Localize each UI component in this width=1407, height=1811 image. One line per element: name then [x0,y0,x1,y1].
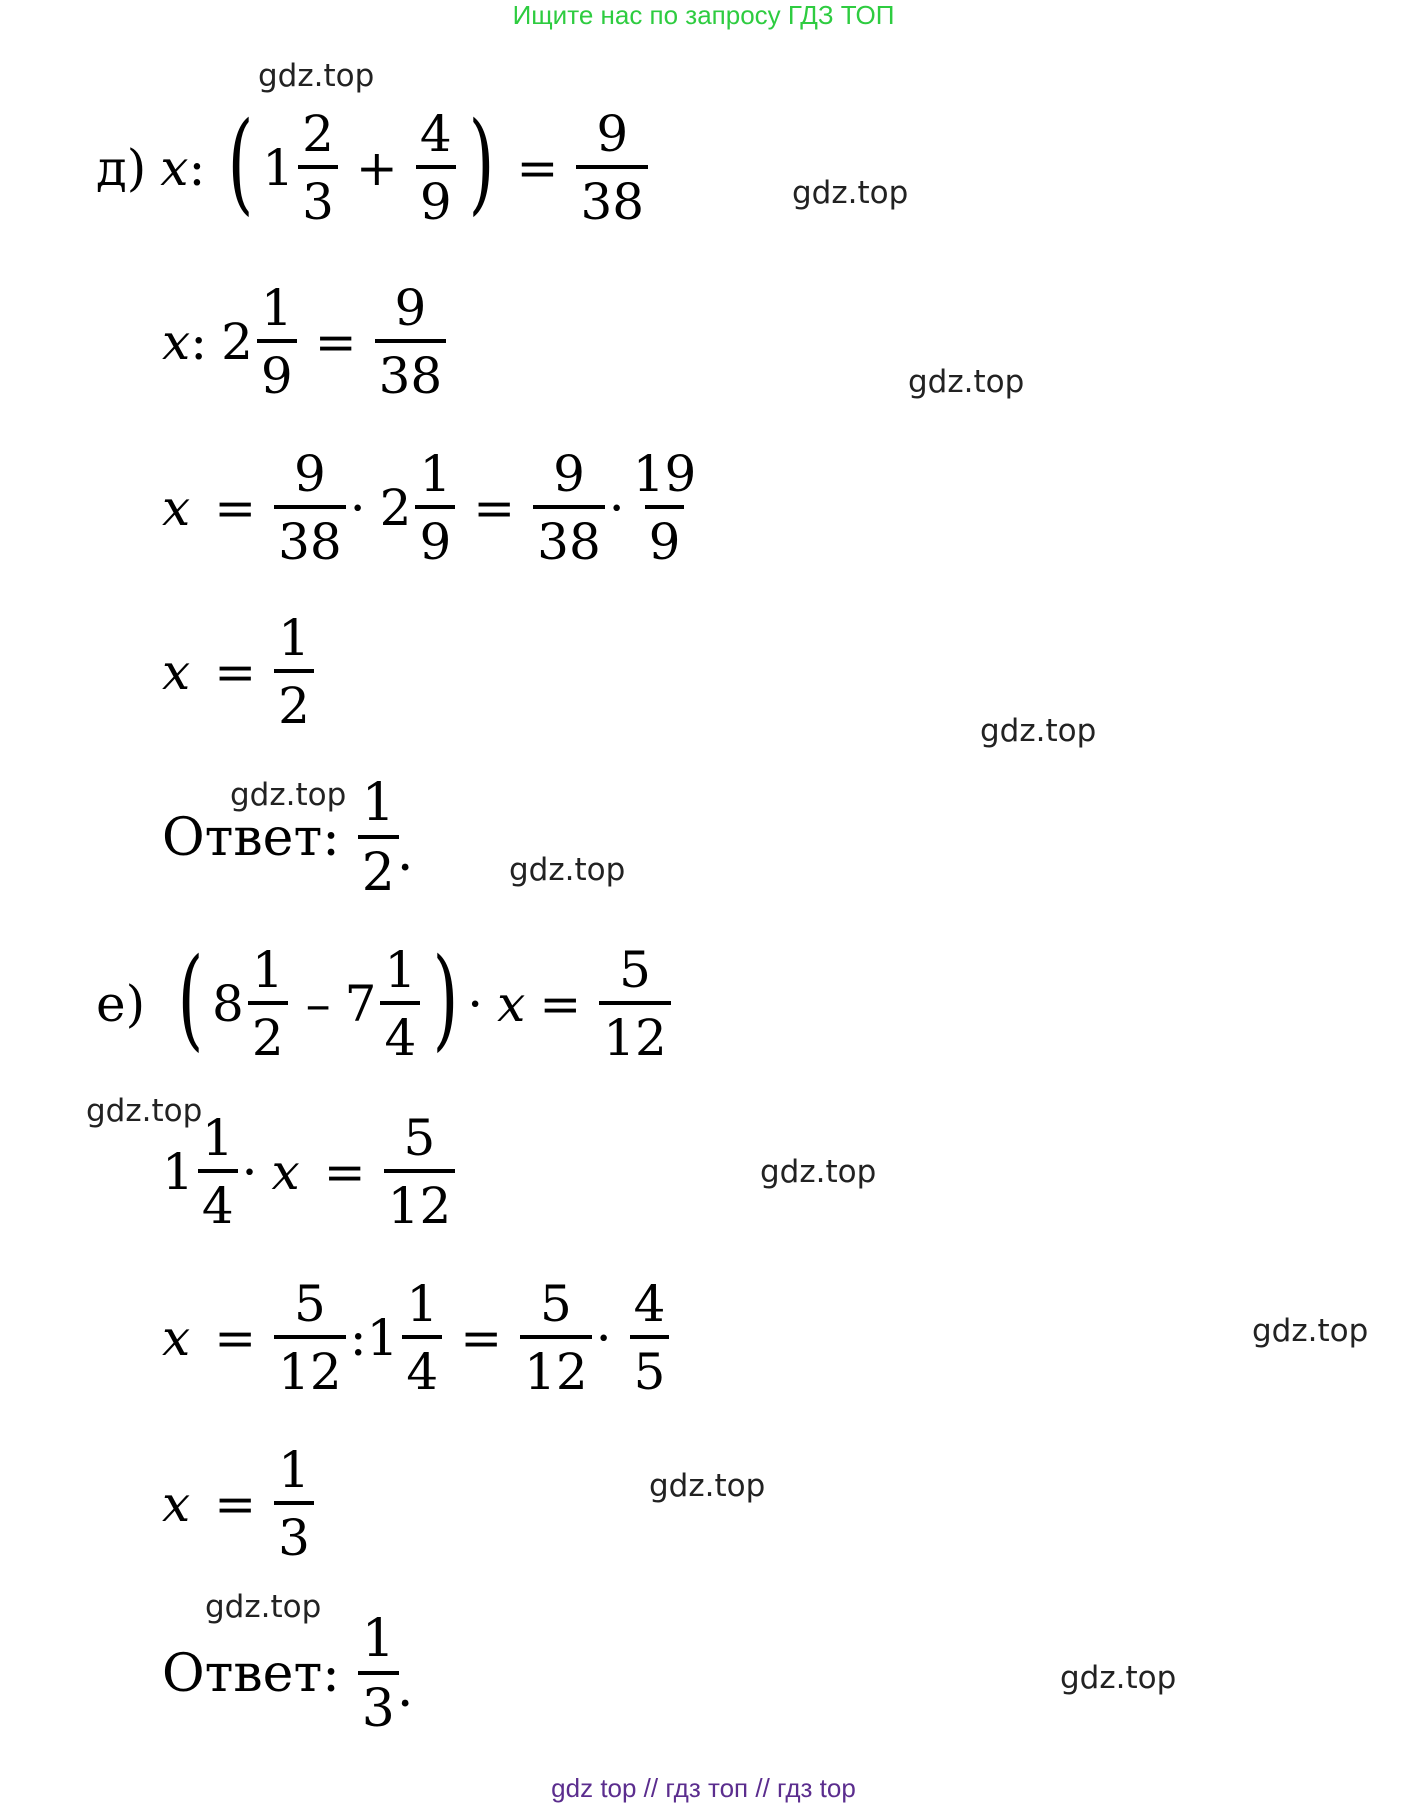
fraction: $\frac{19}{9}$ [632,445,697,571]
watermark: gdz.top [1060,1660,1177,1696]
watermark: gdz.top [792,175,909,211]
fraction: $\frac{9}{38}$ [375,283,447,401]
watermark: gdz.top [760,1154,877,1190]
problem-label: д) [96,139,147,197]
fraction: $\frac{1}{4}$ [380,945,420,1063]
fraction: $\frac{5}{12}$ [599,945,671,1063]
bottom-banner: gdz top // гдз топ // гдз top [551,1773,856,1803]
watermark: gdz.top [230,777,347,813]
watermark: gdz.top [258,58,375,94]
fraction: $\frac{1}{4}$ [402,1279,442,1397]
problem-label: е) [96,975,146,1033]
fraction: $\frac{1}{2}$ [248,945,288,1063]
fraction: $\frac{5}{12}$ [274,1279,346,1397]
fraction: $\frac{4}{5}$ [630,1279,670,1397]
fraction: $\frac{9}{38}$ [533,449,605,567]
answer-label: Ответ: [162,1644,340,1704]
problem-e-line-1: е) ( 8 $\frac{1}{2}$ – 7 $\frac{1}{4}$ ) · x = $\frac{5}{12}$ [96,934,675,1074]
watermark: gdz.top [205,1589,322,1625]
watermark: gdz.top [1252,1313,1369,1349]
problem-d-line-1: д) x : ( 1 $\frac{2}{3}$ + $\frac{4}{9}$ ) = $\frac{9}{38}$ [96,98,652,238]
problem-d-line-4: x = $\frac{1}{2}$ [162,602,318,742]
watermark: gdz.top [509,852,626,888]
problem-e-line-4: x = $\frac{1}{3}$ [162,1434,318,1574]
fraction: $\frac{5}{12}$ [384,1113,456,1231]
fraction: $\frac{2}{3}$ [298,109,338,227]
problem-e-line-2: 1 $\frac{1}{4}$ · x = $\frac{5}{12}$ [162,1102,459,1242]
top-banner: Ищите нас по запросу ГДЗ ТОП [512,0,895,30]
fraction: $\frac{5}{12}$ [520,1279,592,1397]
watermark: gdz.top [908,364,1025,400]
fraction: $\frac{1}{3}$ [358,1613,399,1735]
problem-d-answer: Ответ: $\frac{1}{2}$ . [162,773,414,903]
fraction: $\frac{1}{9}$ [257,283,297,401]
problem-e-line-3: x = $\frac{5}{12}$ : 1 $\frac{1}{4}$ = $\frac{5}{12}$ · $\frac{4}{5}$ [162,1268,673,1408]
answer-label: Ответ: [162,808,340,868]
fraction: $\frac{1}{4}$ [198,1113,238,1231]
fraction: $\frac{9}{38}$ [274,449,346,567]
watermark: gdz.top [649,1468,766,1504]
fraction: $\frac{1}{3}$ [274,1445,314,1563]
problem-d-line-3: x = $\frac{9}{38}$ · 2 $\frac{1}{9}$ = $\frac{9}{38}$ · $\frac{19}{9}$ [162,438,704,578]
watermark: gdz.top [86,1093,203,1129]
fraction: $\frac{9}{38}$ [576,109,648,227]
fraction: $\frac{4}{9}$ [416,109,456,227]
fraction: $\frac{1}{2}$ [274,613,314,731]
watermark: gdz.top [980,713,1097,749]
fraction: $\frac{1}{9}$ [415,449,455,567]
problem-e-answer: Ответ: $\frac{1}{3}$ . [162,1609,414,1739]
fraction: $\frac{1}{2}$ [358,777,399,899]
problem-d-line-2: x : 2 $\frac{1}{9}$ = $\frac{9}{38}$ [162,272,450,412]
